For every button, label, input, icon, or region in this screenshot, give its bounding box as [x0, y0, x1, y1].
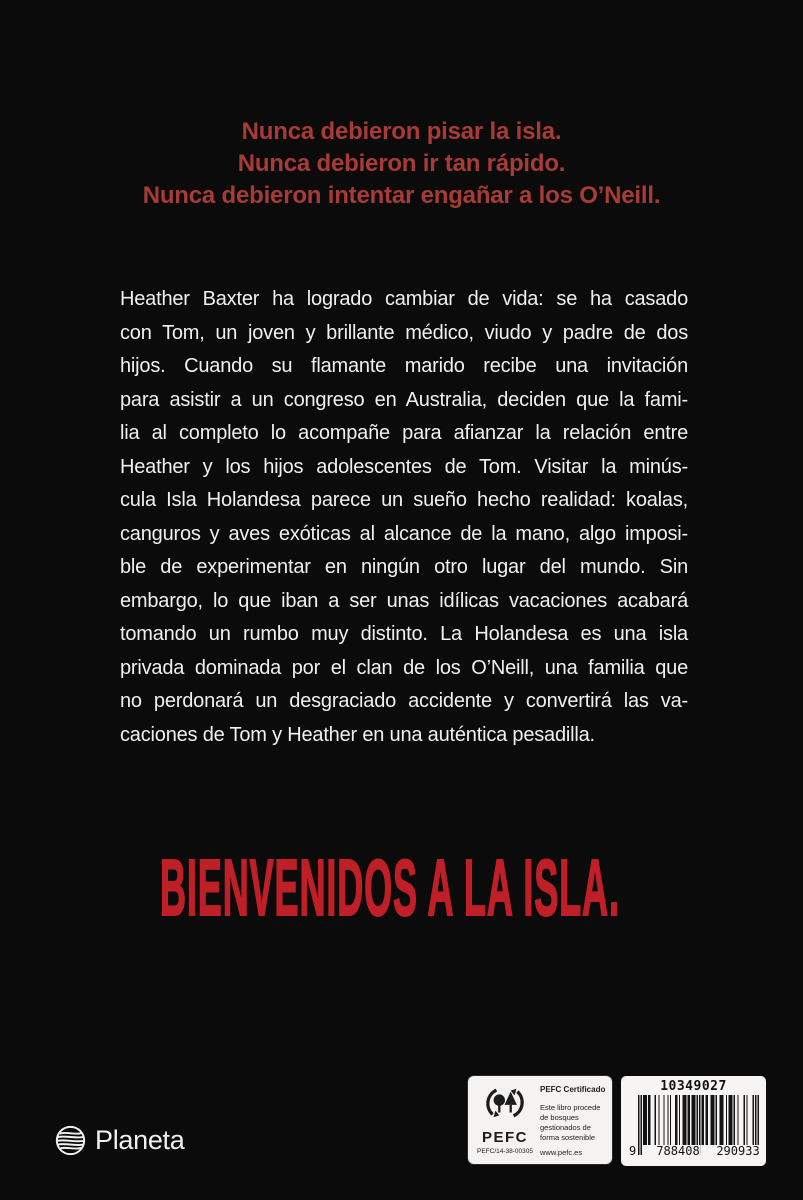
pefc-left-column — [475, 1083, 535, 1159]
synopsis-line: para asistir a un congreso en Australia, deciden que la fami- — [120, 388, 688, 411]
synopsis-line: cula Isla Holandesa parece un sueño hecho realidad: koalas, — [120, 489, 688, 511]
synopsis-line: Heather Baxter ha logrado cambiar de vida: se ha casado — [120, 288, 688, 310]
synopsis-line: tomando un rumbo muy distinto. La Holandesa es una isla — [120, 623, 688, 645]
synopsis-line: embargo, lo que iban a ser unas idílicas vacaciones acabará — [120, 589, 688, 612]
synopsis-line: caciones de Tom y Heather en una auténtica pesadilla. — [120, 723, 595, 746]
pefc-right-column — [540, 1083, 606, 1159]
pefc-url: www.pefc.es — [540, 1148, 583, 1157]
tagline-line-2: Nunca debieron ir tan rápido. — [237, 150, 566, 177]
synopsis-line: privada dominada por el clan de los O’Neill, una familia que — [120, 656, 688, 679]
planeta-globe-icon — [55, 1125, 86, 1156]
pefc-certification-label — [468, 1076, 612, 1164]
synopsis — [120, 283, 688, 752]
barcode-digit-group: 788408 — [656, 1144, 700, 1158]
publisher-name: Planeta — [95, 1124, 185, 1155]
pefc-cert-description: Este libro procede de bosques gestionados de forma sostenible — [540, 1103, 601, 1143]
headline: BIENVENIDOS A LA ISLA. — [159, 843, 620, 932]
pefc-cert-title: PEFC Certificado — [540, 1085, 606, 1094]
barcode-digit-group: 290933 — [716, 1144, 760, 1158]
tagline — [0, 116, 803, 212]
barcode-digit-group: 9 — [629, 1144, 637, 1158]
pefc-trees-icon — [484, 1083, 526, 1128]
pefc-license-code: PEFC/14-38-00305 — [476, 1148, 533, 1155]
synopsis-line: ble de experimentar en ningún otro lugar del mundo. Sin — [120, 556, 688, 578]
barcode — [628, 1095, 759, 1157]
barcode-top-number: 10349027 — [660, 1079, 727, 1094]
headline-row — [0, 843, 779, 932]
synopsis-line: lia al completo lo acompañe para afianzar la relación entre — [120, 422, 688, 444]
synopsis-line: con Tom, un joven y brillante médico, viudo y padre de dos — [120, 321, 688, 344]
synopsis-line: Heather y los hijos adolescentes de Tom. Visitar la minús- — [120, 455, 688, 478]
pefc-brand: PEFC — [481, 1129, 528, 1146]
barcode-label — [621, 1076, 766, 1166]
synopsis-line: canguros y aves exóticas al alcance de la mano, algo imposi- — [120, 522, 688, 545]
tagline-line-1: Nunca debieron pisar la isla. — [241, 118, 562, 145]
synopsis-line: hijos. Cuando su flamante marido recibe una invitación — [120, 355, 688, 377]
tagline-line-3: Nunca debieron intentar engañar a los O’Neill. — [142, 182, 661, 209]
synopsis-line: no perdonará un desgraciado accidente y convertirá las va- — [120, 690, 688, 712]
publisher-logo — [55, 1117, 184, 1163]
